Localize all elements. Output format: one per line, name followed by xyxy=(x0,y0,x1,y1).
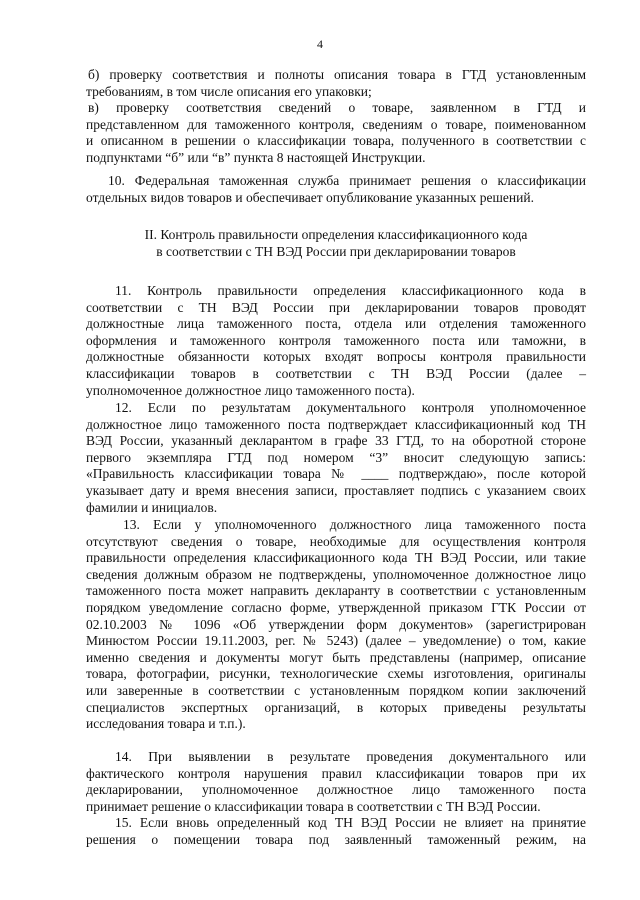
text-line: правильности определения классификационного кода ТН ВЭД России, или такие xyxy=(86,550,586,566)
text-line: подпунктами “б” или “в” пункта 8 настоящей Инструкции. xyxy=(86,149,426,165)
paragraph-p11 xyxy=(86,283,586,399)
text-line: отсутствуют сведения о товаре, необходимые для осуществления контроля xyxy=(86,533,586,549)
text-line: классификации товаров в соответствии с ТН ВЭД России (далее – xyxy=(86,365,586,381)
text-line: 02.10.2003 № 1096 «Об утверждении форм документов» (зарегистрирован xyxy=(86,616,586,632)
paragraph-p13 xyxy=(86,517,586,733)
text-line: Минюстом России 19.11.2003, рег. № 5243) (далее – уведомление) о том, какие xyxy=(86,633,586,649)
text-line: 11. Контроль правильности определения классификационного кода в xyxy=(115,283,586,298)
text-line: 10. Федеральная таможенная служба принимает решения о классификации xyxy=(108,173,586,188)
paragraph-b xyxy=(86,67,586,100)
text-line: ВЭД России, указанный декларантом в графе 33 ГТД, то на оборотной стороне xyxy=(86,433,586,449)
paragraph-p14 xyxy=(86,749,586,815)
text-line: фамилии и инициалов. xyxy=(86,499,218,515)
text-line: принимает решение о классификации товара в соответствии с ТН ВЭД России. xyxy=(86,798,541,814)
text-line: или заверенные в соответствии с установленным порядком копии заключений xyxy=(86,682,586,698)
text-line: указывает дату и время внесения записи, проставляет подпись с указанием своих xyxy=(86,482,586,498)
text-line: требованиям, в том числе описания его упаковки; xyxy=(86,83,372,99)
text-line: фактического контроля нарушения правил классификации товаров при их xyxy=(86,765,586,781)
text-line: 15. Если вновь определенный код ТН ВЭД России не влияет на принятие xyxy=(115,815,586,830)
text-line: и описанном в решении о классификации товара, полученного в соответствии с xyxy=(86,133,586,149)
section-heading xyxy=(86,227,586,260)
text-line: соответствии с ТН ВЭД России при декларировании товаров проводят xyxy=(86,299,586,315)
text-line: таможенного поста может направить декларанту в соответствии с установленным xyxy=(86,583,586,599)
text-line: «Правильность классификации товара № ____ подтверждаю», после которой xyxy=(86,466,586,482)
text-line: б) проверку соответствия и полноты описания товара в ГТД установленным xyxy=(88,67,586,82)
text-line: декларировании, уполномоченное должностное лицо таможенного поста xyxy=(86,782,586,798)
text-line: в соответствии с ТН ВЭД России при декларировании товаров xyxy=(156,243,516,259)
paragraph-v xyxy=(86,100,586,166)
text-line: порядком уведомление согласно форме, утвержденной приказом ГТК России от xyxy=(86,599,586,615)
text-line: в) проверку соответствия сведений о товаре, заявленном в ГТД и xyxy=(88,100,586,115)
paragraph-p10 xyxy=(86,173,586,206)
text-line: товара, фотографии, рисунки, технологические схемы изготовления, оригиналы xyxy=(86,666,586,682)
paragraph-p15 xyxy=(86,815,586,848)
text-line: должностные обязанности которых входят вопросы контроля правильности xyxy=(86,349,586,365)
text-line: 14. При выявлении в результате проведения документального или xyxy=(115,749,586,764)
paragraph-p12 xyxy=(86,400,586,516)
text-line: первого экземпляра ГТД под номером “3” вносит следующую запись: xyxy=(86,449,586,465)
text-line: исследования товара и т.п.). xyxy=(86,716,246,732)
text-line: II. Контроль правильности определения классификационного кода xyxy=(144,227,528,242)
page-number: 4 xyxy=(317,37,323,51)
text-line: должностное лицо таможенного поста подтверждает классификационный код ТН xyxy=(86,416,586,432)
text-line: представленном для таможенного контроля, сведениям о товаре, поименованном xyxy=(86,116,586,132)
text-line: оформления и таможенного контроля таможенного поста или таможни, в xyxy=(86,332,586,348)
text-line: должностные лица таможенного поста, отдела или отделения таможенного xyxy=(86,316,586,332)
text-line: отдельных видов товаров и обеспечивает опубликование указанных решений. xyxy=(86,189,534,205)
text-line: 13. Если у уполномоченного должностного лица таможенного поста xyxy=(123,517,586,532)
text-line: 12. Если по результатам документального контроля уполномоченное xyxy=(115,400,586,415)
text-line: именно сведения и документы могут быть представлены (например, описание xyxy=(86,649,586,665)
text-line: решения о помещении товара под заявленный таможенный режим, на xyxy=(86,831,586,847)
text-line: уполномоченное должностное лицо таможенного поста). xyxy=(86,382,415,398)
text-line: специалистов экспертных организаций, в которых приведены результаты xyxy=(86,699,586,715)
text-line: сведения должным образом не подтверждены, уполномоченное должностное лицо xyxy=(86,566,586,582)
